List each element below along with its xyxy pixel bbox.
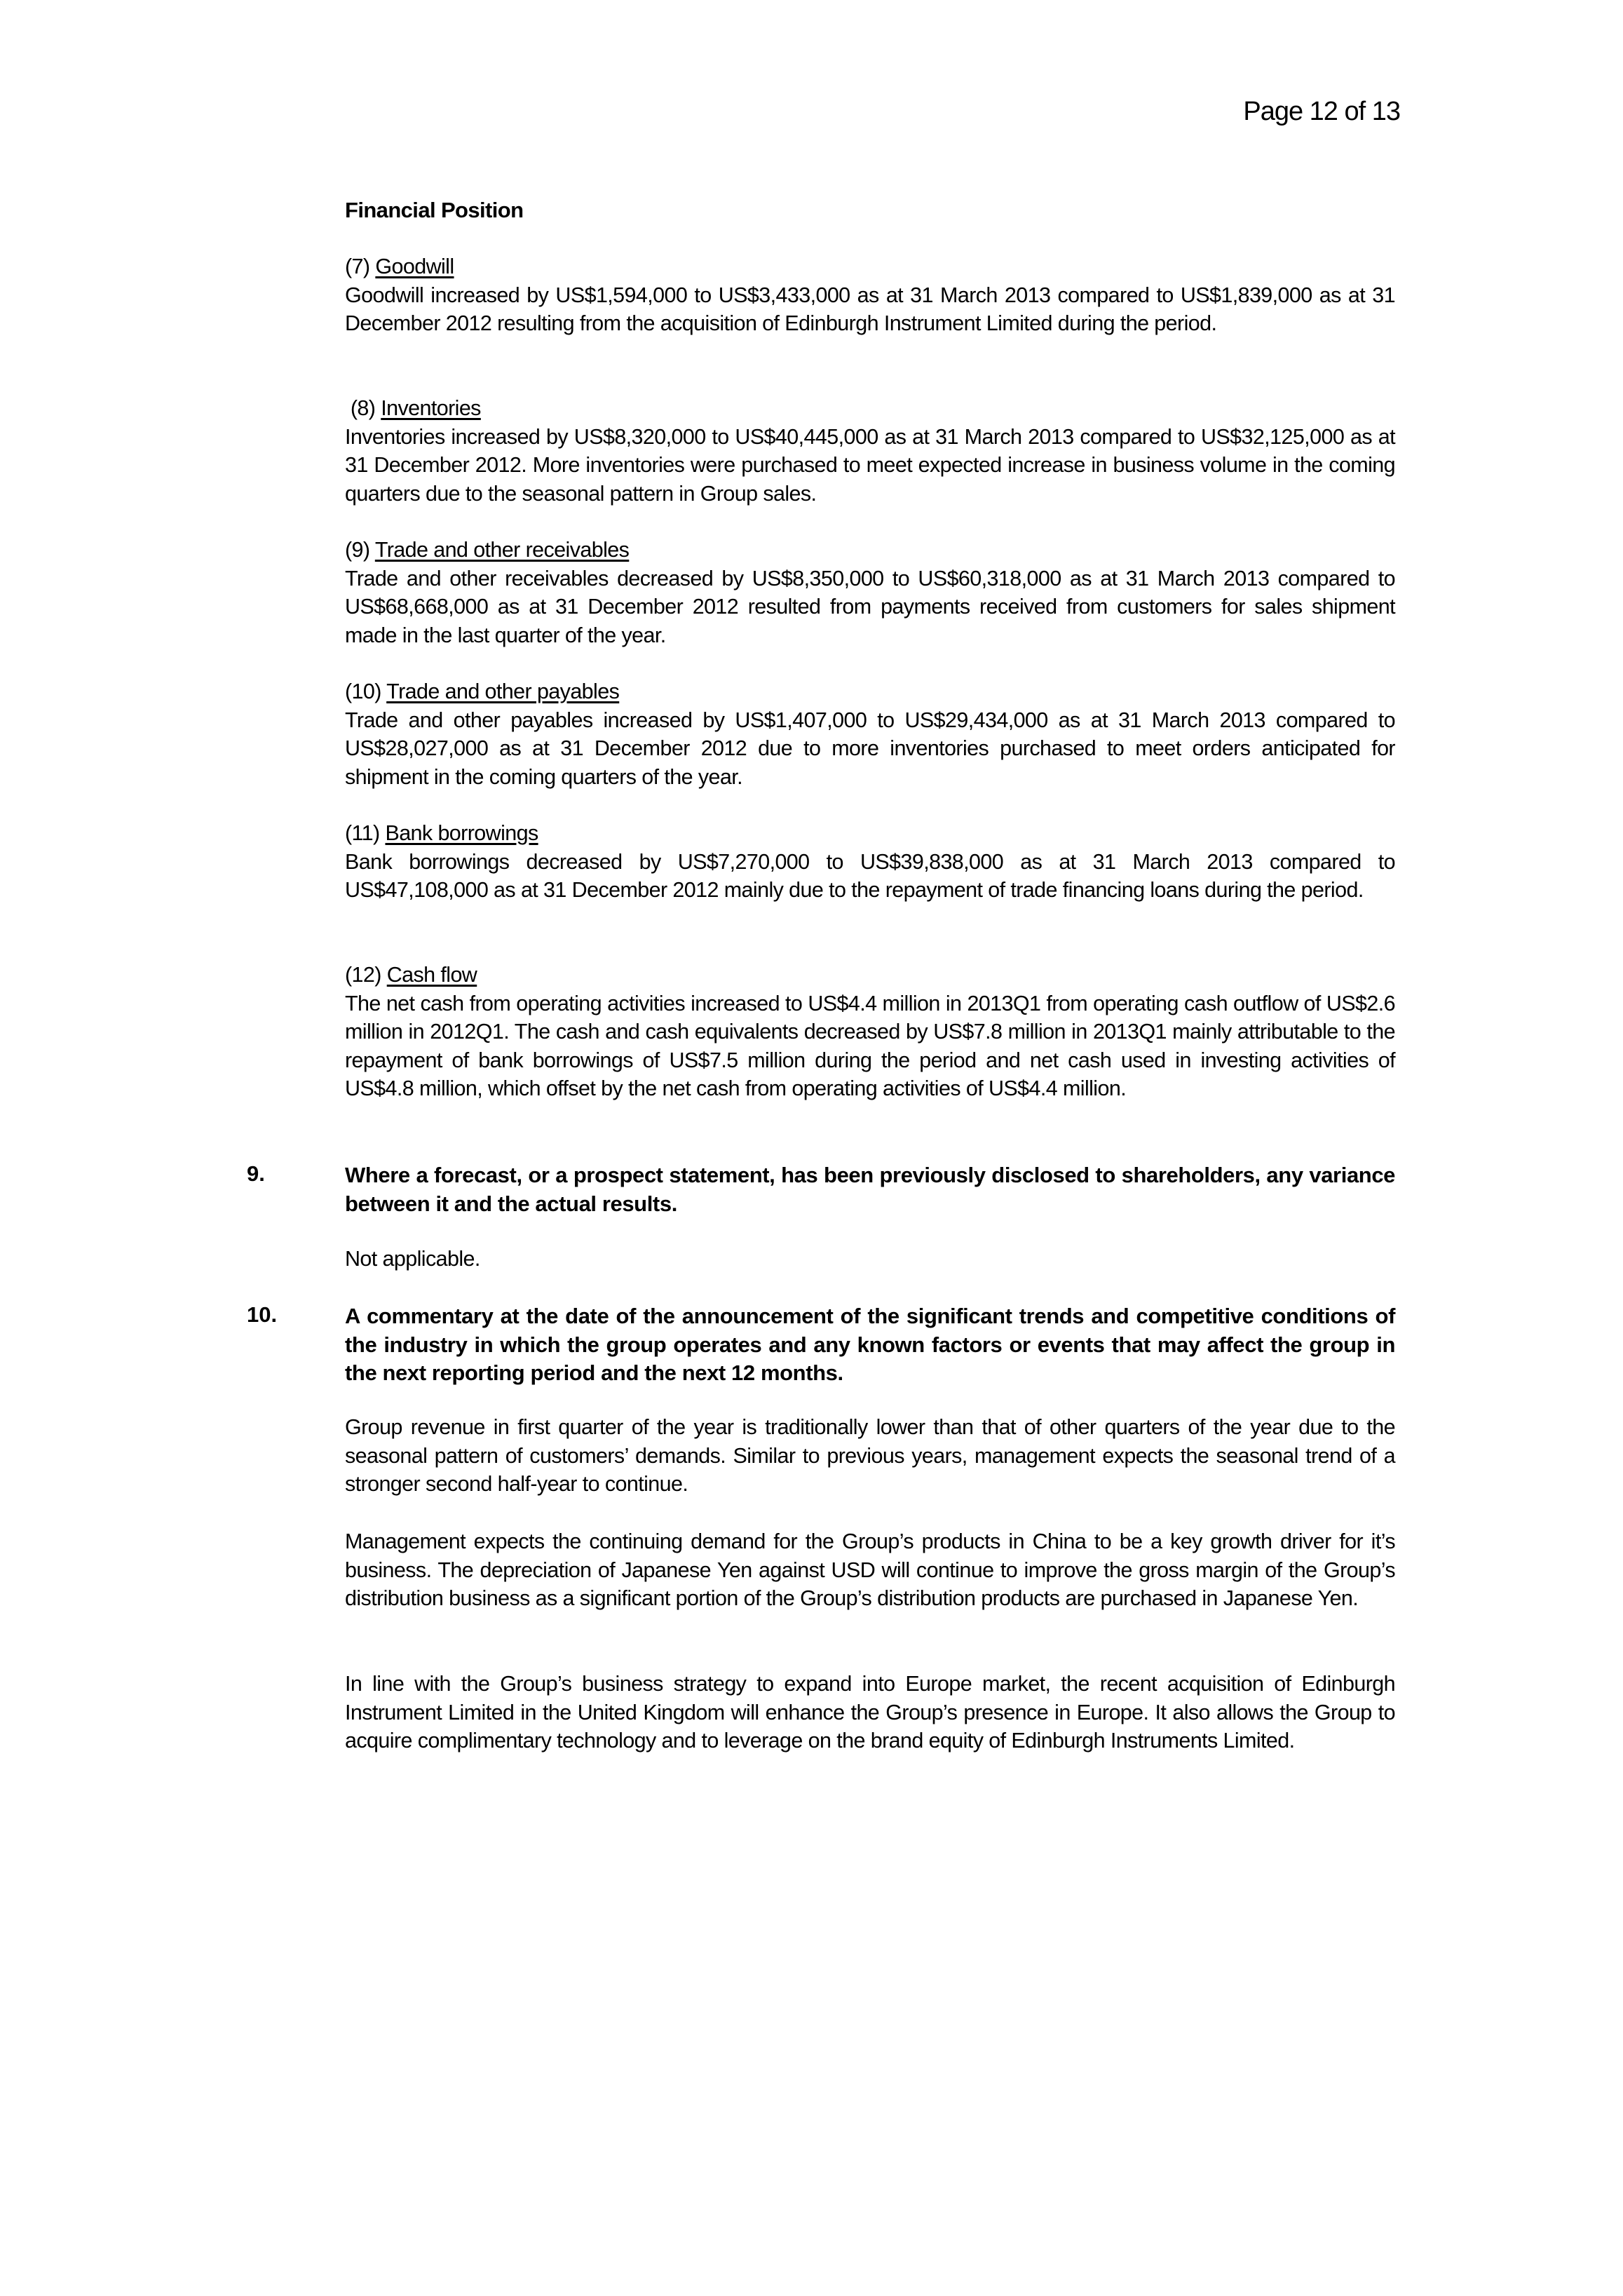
- item-heading: (7) Goodwill: [345, 255, 454, 278]
- item-text: Trade and other receivables decreased by US$8,350,000 to US$60,318,000 as at 31 March 2013 compared to US$68,668,000 as at 31 December 2012 resulted from payments received from customers for sales shipment made in the last quarter of the year.: [345, 566, 1395, 647]
- item-heading-label: Goodwill: [375, 255, 454, 278]
- item-inventories: [345, 394, 1395, 508]
- item-heading: (11) Bank borrowings: [345, 821, 538, 845]
- item-text: The net cash from operating activities increased to US$4.4 million in 2013Q1 from operating cash outflow of US$2.6 million in 2012Q1. The cash and cash equivalents decreased by US$7.8 million in 2013Q1 mainly attributable to the repayment of bank borrowings of US$7.5 million during the period and net cash used in investing activities of US$4.8 million, which offset by the net cash from operating activities of US$4.4 million.: [345, 991, 1395, 1100]
- section-10-number: 10.: [247, 1302, 278, 1327]
- item-heading-label: Trade and other payables: [386, 680, 620, 703]
- item-heading-label: Bank borrowings: [385, 821, 538, 845]
- item-heading-label: Cash flow: [386, 963, 477, 987]
- item-text: Bank borrowings decreased by US$7,270,000 to US$39,838,000 as at 31 March 2013 compared to US$47,108,000 as at 31 December 2012 mainly due to the repayment of trade financing loans during the period.: [345, 849, 1395, 902]
- section-title: Financial Position: [345, 198, 524, 222]
- item-text: Inventories increased by US$8,320,000 to US$40,445,000 as at 31 March 2013 compared to US$32,125,000 as at 31 December 2012. More inventories were purchased to meet expected increase in business volume in the coming quarters due to the seasonal pattern in Group sales.: [345, 424, 1395, 506]
- page-number: Page 12 of 13: [1243, 97, 1400, 126]
- item-heading: (8) Inventories: [345, 396, 481, 420]
- section-9-number: 9.: [247, 1161, 265, 1186]
- item-trade-payables: [345, 677, 1395, 791]
- item-text: Goodwill increased by US$1,594,000 to US$3,433,000 as at 31 March 2013 compared to US$1,839,000 as at 31 December 2012 resulting from the acquisition of Edinburgh Instrument Limited during the period.: [345, 283, 1395, 335]
- section-10-paragraph: Management expects the continuing demand for the Group’s products in China to be a key growth driver for it’s business. The depreciation of Japanese Yen against USD will continue to improve the gross margin of the Group’s distribution business as a significant portion of the Group’s distribution products are purchased in Japanese Yen.: [345, 1529, 1395, 1610]
- item-heading: (12) Cash flow: [345, 963, 477, 987]
- item-text: Trade and other payables increased by US$1,407,000 to US$29,434,000 as at 31 March 2013 compared to US$28,027,000 as at 31 December 2012 due to more inventories purchased to meet orders anticipated for shipment in the coming quarters of the year.: [345, 708, 1395, 789]
- item-cash-flow: [345, 961, 1395, 1103]
- section-9-question: Where a forecast, or a prospect statement, has been previously disclosed to shareholders, any variance between it and the actual results.: [345, 1163, 1395, 1216]
- section-10-question: A commentary at the date of the announcement of the significant trends and competitive conditions of the industry in which the group operates and any known factors or events that may affect the group in the next reporting period and the next 12 months.: [345, 1304, 1395, 1385]
- item-heading: (9) Trade and other receivables: [345, 538, 630, 562]
- item-trade-receivables: [345, 536, 1395, 649]
- item-heading: (10) Trade and other payables: [345, 680, 620, 703]
- section-9-answer: Not applicable.: [345, 1247, 480, 1271]
- section-10-paragraph: Group revenue in first quarter of the year is traditionally lower than that of other quarters of the year due to the seasonal pattern of customers’ demands. Similar to previous years, management expects the seasonal trend of a stronger second half-year to continue.: [345, 1415, 1395, 1496]
- section-10-paragraph: In line with the Group’s business strategy to expand into Europe market, the recent acquisition of Edinburgh Instrument Limited in the United Kingdom will enhance the Group’s presence in Europe. It also allows the Group to acquire complimentary technology and to leverage on the brand equity of Edinburgh Instruments Limited.: [345, 1672, 1395, 1753]
- item-goodwill: [345, 252, 1395, 338]
- item-bank-borrowings: [345, 819, 1395, 905]
- item-heading-label: Inventories: [381, 396, 481, 420]
- item-heading-label: Trade and other receivables: [374, 538, 630, 562]
